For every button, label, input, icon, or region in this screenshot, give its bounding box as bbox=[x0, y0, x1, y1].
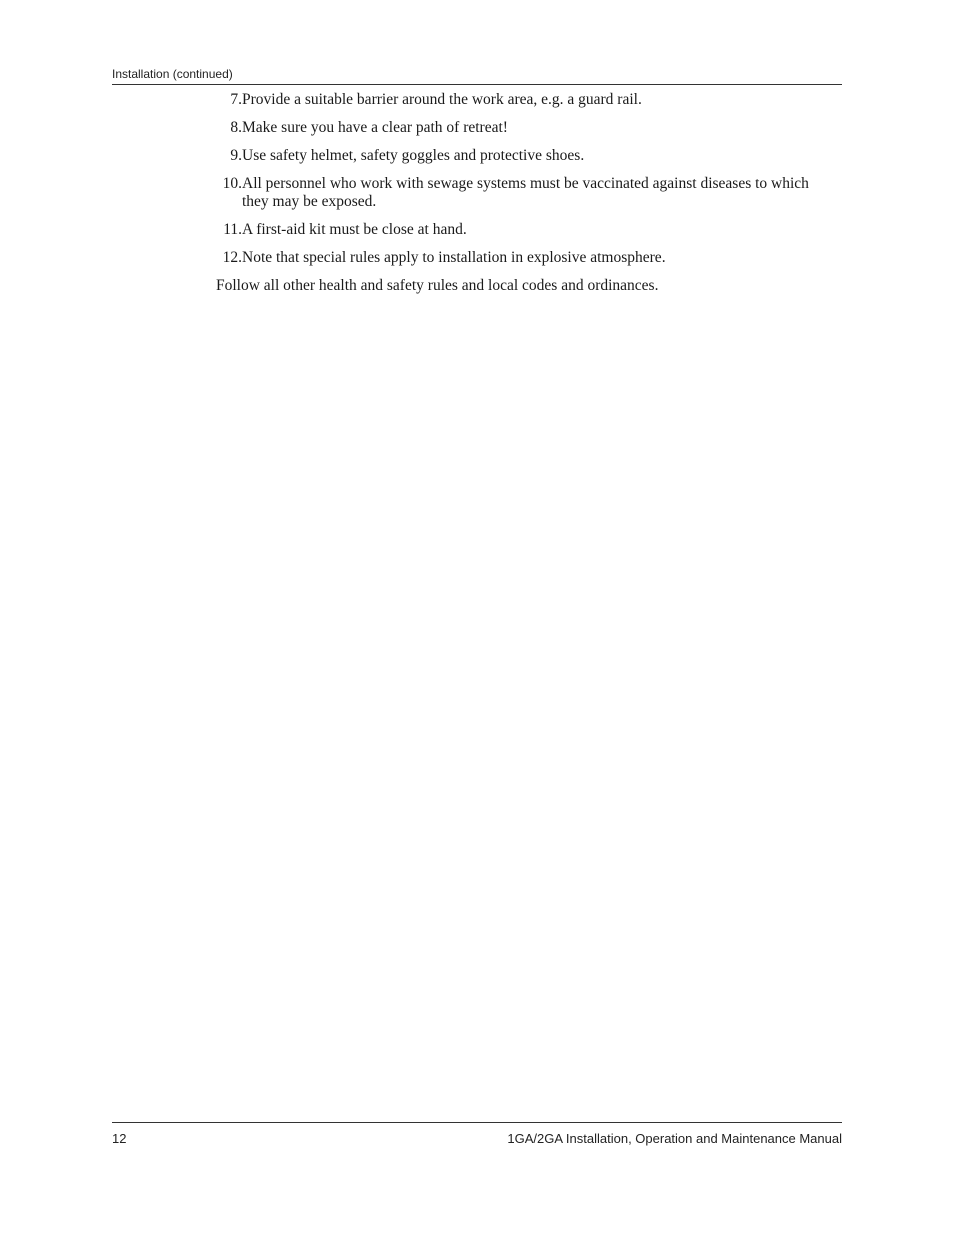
header-divider bbox=[112, 84, 842, 85]
list-item-text: Note that special rules apply to installation in explosive atmosphere. bbox=[242, 249, 666, 266]
list-item-number: 9. bbox=[230, 147, 242, 164]
list-item bbox=[216, 221, 816, 239]
page-number: 12 bbox=[112, 1131, 127, 1146]
list-item-text: Make sure you have a clear path of retreat! bbox=[242, 119, 508, 136]
manual-title: 1GA/2GA Installation, Operation and Maintenance Manual bbox=[507, 1131, 842, 1146]
list-item-number: 12. bbox=[222, 249, 242, 266]
list-item bbox=[216, 249, 816, 267]
list-item-number: 10. bbox=[222, 175, 242, 192]
footer-divider bbox=[112, 1122, 842, 1123]
list-item-text: Provide a suitable barrier around the work area, e.g. a guard rail. bbox=[242, 91, 642, 108]
list-item-text: A first-aid kit must be close at hand. bbox=[242, 221, 467, 238]
list-item bbox=[216, 175, 816, 211]
closing-paragraph: Follow all other health and safety rules and local codes and ordinances. bbox=[216, 277, 659, 294]
list-item-text: All personnel who work with sewage systems must be vaccinated against diseases to which they may be exposed. bbox=[242, 175, 809, 210]
list-item-text: Use safety helmet, safety goggles and protective shoes. bbox=[242, 147, 585, 164]
list-item bbox=[216, 119, 816, 137]
list-item bbox=[216, 91, 816, 109]
safety-list bbox=[216, 91, 816, 267]
list-item-number: 7. bbox=[230, 91, 242, 108]
list-item-number: 8. bbox=[230, 119, 242, 136]
page-body bbox=[216, 91, 816, 295]
list-item bbox=[216, 147, 816, 165]
list-item-number: 11. bbox=[223, 221, 242, 238]
running-header: Installation (continued) bbox=[112, 67, 233, 81]
